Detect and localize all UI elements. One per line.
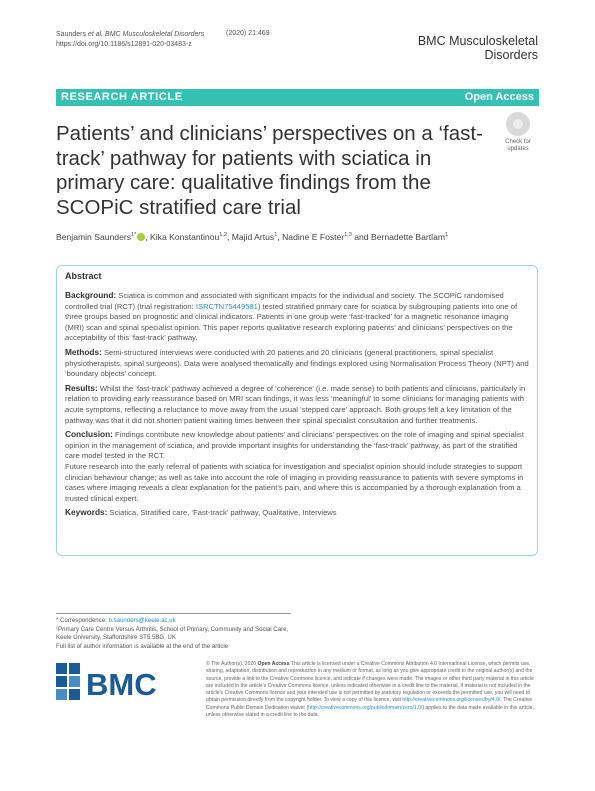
bmc-logo-mark bbox=[56, 660, 176, 705]
license-copyright: © The Author(s). 2020 bbox=[206, 661, 258, 667]
methods-label: Methods: bbox=[65, 346, 102, 357]
check-for-updates-line1: Check for bbox=[505, 139, 531, 145]
author-affiliation-mark: 1,2 bbox=[219, 232, 227, 239]
correspondence-email[interactable]: b.saunders@keele.ac.uk bbox=[108, 617, 176, 624]
year-volume: (2020) 21:469 bbox=[226, 30, 270, 37]
author-separator: , bbox=[145, 232, 150, 242]
license-link-cc-by[interactable]: http://creativecommons.org/licenses/by/4.0/ bbox=[402, 697, 501, 704]
doi-link[interactable]: https://doi.org/10.1186/s12891-020-03483-z bbox=[56, 41, 192, 48]
conclusion-text-1: Findings contribute new knowledge about patients’ and clinicians’ perspectives on the role of imaging and spinal specialist opinion in the management of sciatica, and provide important insights for understanding the ‘fast-track’ pathway, as part of the stratified care model tested in the RCT. bbox=[65, 430, 524, 461]
abstract-box bbox=[56, 265, 538, 556]
journal-name-line2: Disorders bbox=[484, 48, 538, 62]
bmc-logo[interactable] bbox=[56, 660, 176, 705]
article-title: Patients’ and clinicians’ perspectives on a ‘fast-track’ pathway for patients with sciatica in primary care: qualitative findings from the SCOPiC stratified care trial bbox=[56, 122, 483, 219]
abstract-heading: Abstract bbox=[65, 271, 102, 281]
author-name[interactable]: Benjamin Saunders bbox=[56, 232, 132, 242]
author-list bbox=[56, 232, 539, 242]
keywords-text: Sciatica, Stratified care, ‘Fast-track’ pathway, Qualitative, Interviews bbox=[107, 508, 337, 518]
author-separator: , bbox=[226, 232, 232, 242]
affiliation-note: ¹Primary Care Centre Versus Arthritis, School of Primary, Community and Social Care, Keele University, Staffordshire ST5 5BG, UK bbox=[56, 626, 289, 641]
background-text-2: ) tested stratified primary care for sciatica by subgrouping patients into one of three groups based on prognostic and clinical indicators. Patients in one group were ‘fast-tracked’ for a magnetic resonance imaging (MRI) scan and spinal specialist opinion. This paper reports qualitative research exploring patients’ and clinicians’ perspectives on the acceptability of this ‘fast-track’ pathway. bbox=[65, 301, 518, 343]
license-text-3: ) applies to the data made available in this article, unless otherwise stated in a credit line to the data. bbox=[206, 704, 534, 719]
background-text-1: Sciatica is common and associated with significant impacts for the individual and society. The SCOPiC randomised controlled trial (RCT) (trial registration: bbox=[65, 291, 504, 311]
license-open-access: Open Access bbox=[257, 661, 290, 667]
results-text: Whilst the ‘fast-track’ pathway achieved a degree of ‘coherence’ (i.e. made sense) to both patients and clinicians, particularly in relation to providing early reassurance based on MRI scan findings, it was less ‘meaningful’ to some clinicians for managing patients with acute symptoms, reflecting a reluctance to move away from the usual ‘stepped care’ approach. Both groups felt a key limitation of the pathway was that it did not shorten patient waiting times between their spinal specialist consultation and further treatments. bbox=[65, 383, 526, 425]
author-affiliation-mark: 1* bbox=[131, 232, 137, 239]
citation-authors: Saunders bbox=[56, 31, 86, 38]
journal-name-line1: BMC Musculoskeletal bbox=[417, 34, 538, 48]
footnote-divider bbox=[56, 613, 291, 614]
article-type-banner bbox=[56, 89, 539, 106]
author-affiliation-mark: 1 bbox=[274, 232, 278, 239]
author-separator: , bbox=[277, 232, 283, 242]
author-name[interactable]: Nadine E Foster bbox=[282, 232, 345, 242]
correspondence-prefix: * Correspondence: bbox=[56, 617, 109, 624]
license-text-2: . The Creative Commons Public Domain Dedication waiver ( bbox=[206, 697, 533, 711]
license-link-cc0[interactable]: http://creativecommons.org/publicdomain/zero/1.0/ bbox=[308, 704, 423, 711]
conclusion-continued: Future research into the early referral of patients with sciatica for investigation and specialist opinion should include strategies to support clinician behaviour change; as well as take into account the role of imaging in providing reassurance to patients with severe symptoms in cases where imaging reveals a clear explanation for the patient’s pain, and where this is accompanied by a thorough explanation from a trusted clinical expert. bbox=[65, 461, 524, 503]
methods-section bbox=[65, 347, 529, 380]
conclusion-section bbox=[65, 429, 529, 462]
crossmark-icon bbox=[506, 112, 530, 136]
citation-journal: et al. BMC Musculoskeletal Disorders bbox=[87, 31, 205, 38]
author-name[interactable]: Bernadette Bartlam bbox=[370, 232, 446, 242]
open-access-label[interactable]: Open Access bbox=[464, 91, 534, 103]
author-name[interactable]: Majid Artus bbox=[231, 232, 275, 242]
check-for-updates-line2: updates bbox=[507, 146, 529, 152]
correspondence-note bbox=[56, 617, 296, 625]
background-section bbox=[65, 290, 529, 344]
author-affiliation-mark: 1 bbox=[445, 232, 449, 239]
results-label: Results: bbox=[65, 382, 98, 393]
results-section bbox=[65, 383, 529, 426]
background-label: Background: bbox=[65, 290, 117, 300]
article-type-label: RESEARCH ARTICLE bbox=[61, 91, 183, 103]
keywords-section bbox=[65, 507, 529, 519]
license-text-1: This article is licensed under a Creative Commons Attribution 4.0 International License, which permits use, sharing, adaptation, distribution and reproduction in any medium or format, as long as you give appropriate credit to the original author(s) and the source, provide a link to the Creative Commons licence, and indicate if changes were made. The images or other third party material in this article are included in the article's Creative Commons licence, unless indicated otherwise in a credit line to the material. If material is not included in the article's Creative Commons licence and your intended use is not permitted by statutory regulation or exceeds the permitted use, you will need to obtain permission directly from the copyright holder. To view a copy of this licence, visit bbox=[206, 661, 534, 704]
check-for-updates-text bbox=[498, 139, 538, 153]
conclusion-label: Conclusion: bbox=[65, 429, 113, 440]
author-name[interactable]: Kika Konstantinou bbox=[150, 232, 220, 242]
journal-name bbox=[388, 34, 538, 62]
license-statement bbox=[206, 661, 540, 719]
trial-registration-link[interactable]: ISRCTN75449581 bbox=[195, 301, 258, 311]
check-for-updates-badge[interactable] bbox=[498, 112, 538, 156]
running-header bbox=[56, 30, 204, 50]
author-info-note: Full list of author information is available at the end of the article bbox=[56, 643, 229, 650]
author-separator: and bbox=[351, 232, 371, 242]
bmc-logo-text: BMC bbox=[86, 667, 157, 702]
methods-text: Semi-structured interviews were conducted with 20 patients and 20 clinicians (general practitioners, spinal specialist physiotherapists, spinal surgeons). Data were analysed thematically and findings explored using Normalisation Process Theory (NPT) and ‘boundary objects’ concept. bbox=[65, 347, 529, 379]
author-affiliation-mark: 1,3 bbox=[344, 232, 352, 239]
keywords-label: Keywords: bbox=[65, 507, 108, 518]
